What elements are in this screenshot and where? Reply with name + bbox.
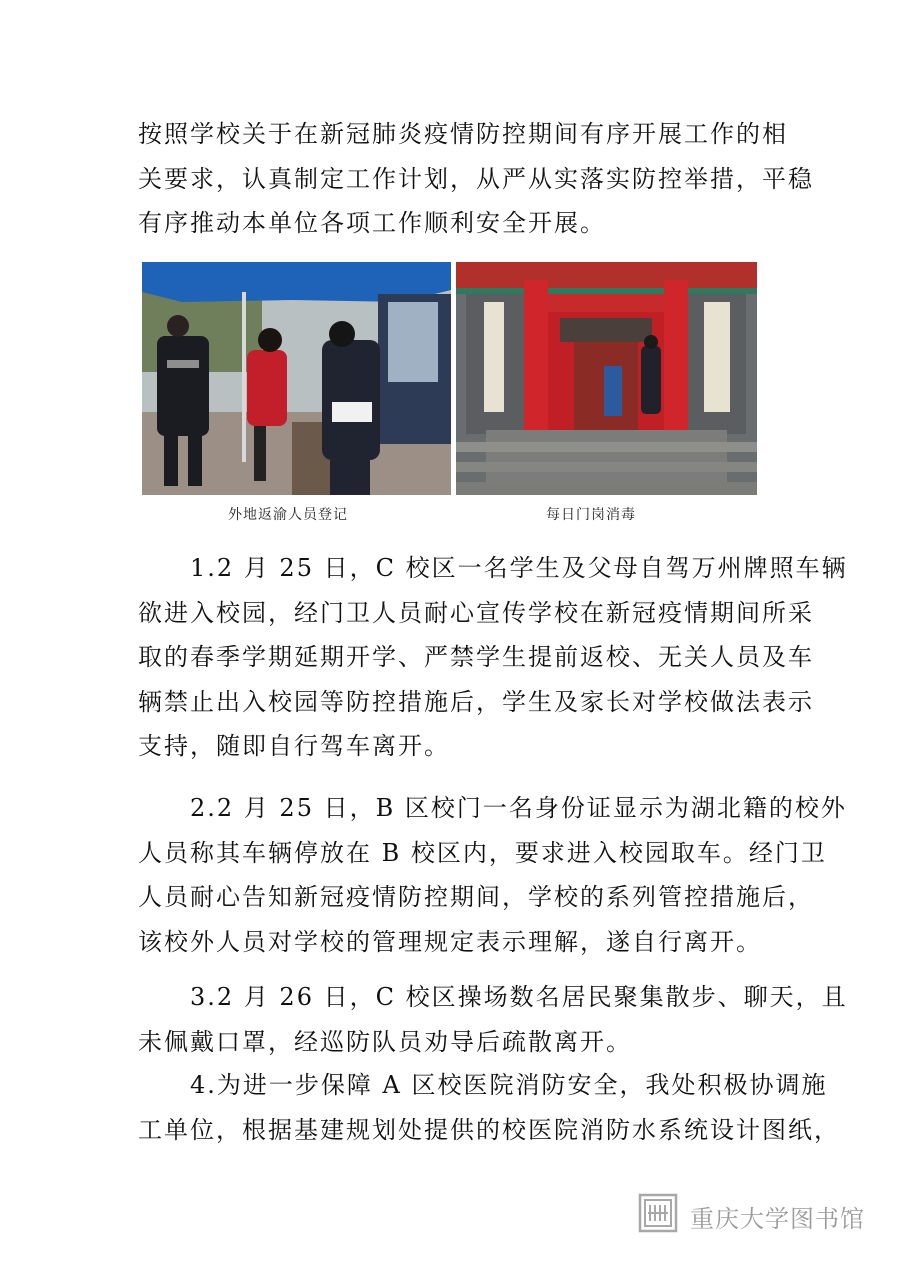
text-line: 人员耐心告知新冠疫情防控期间，学校的系列管控措施后， bbox=[138, 883, 814, 911]
text-line: 取的春季学期延期开学、严禁学生提前返校、无关人员及车 bbox=[138, 643, 814, 671]
text-line: 支持，随即自行驾车离开。 bbox=[138, 732, 450, 760]
text-line: 欲进入校园，经门卫人员耐心宣传学校在新冠疫情期间所采 bbox=[138, 598, 814, 627]
text-line: 工单位，根据基建规划处提供的校医院消防水系统设计图纸， bbox=[138, 1115, 840, 1144]
text-line: 有序推动本单位各项工作顺利安全开展。 bbox=[138, 209, 606, 237]
photo-registration bbox=[142, 262, 451, 495]
text-line: 2.2 月 25 日，B 区校门一名身份证显示为湖北籍的校外 bbox=[138, 794, 847, 822]
text-line: 按照学校关于在新冠肺炎疫情防控期间有序开展工作的相 bbox=[138, 120, 788, 148]
paragraph-item-4 bbox=[138, 1063, 840, 1152]
paragraph-item-2 bbox=[138, 786, 847, 964]
text-line: 4.为进一步保障 A 区校医院消防安全，我处积极协调施 bbox=[138, 1071, 828, 1099]
caption-registration: 外地返渝人员登记 bbox=[228, 507, 348, 523]
text-line: 关要求，认真制定工作计划，从严从实落实防控举措，平稳 bbox=[138, 164, 814, 193]
paragraph-item-3 bbox=[138, 975, 848, 1064]
library-watermark bbox=[638, 1193, 868, 1235]
paragraph-item-1 bbox=[138, 546, 848, 769]
text-line: 3.2 月 26 日，C 校区操场数名居民聚集散步、聊天，且 bbox=[138, 983, 848, 1011]
caption-gate-disinfection: 每日门岗消毒 bbox=[546, 507, 636, 523]
text-line: 1.2 月 25 日，C 校区一名学生及父母自驾万州牌照车辆 bbox=[138, 554, 848, 582]
paragraph-intro bbox=[138, 112, 814, 246]
library-watermark-text: 重庆大学图书馆 bbox=[690, 1205, 865, 1233]
library-logo-icon bbox=[638, 1193, 678, 1233]
text-line: 未佩戴口罩，经巡防队员劝导后疏散离开。 bbox=[138, 1027, 632, 1056]
text-line: 辆禁止出入校园等防控措施后，学生及家长对学校做法表示 bbox=[138, 687, 814, 716]
text-line: 该校外人员对学校的管理规定表示理解，遂自行离开。 bbox=[138, 927, 762, 956]
text-line: 人员称其车辆停放在 B 校区内，要求进入校园取车。经门卫 bbox=[138, 838, 827, 867]
photo-gate-disinfection bbox=[456, 262, 757, 495]
